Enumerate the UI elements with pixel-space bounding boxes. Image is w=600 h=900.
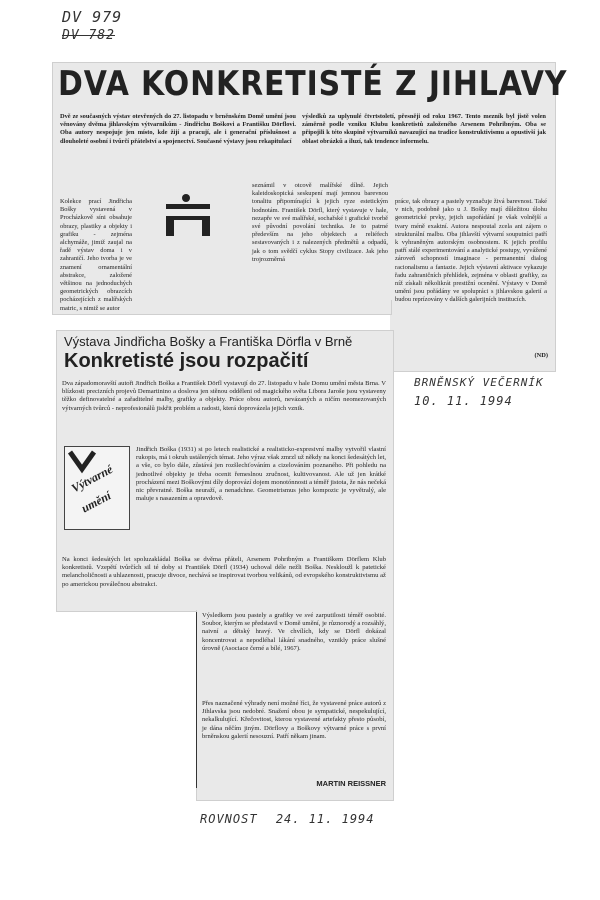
source-2-name: ROVNOST <box>200 812 258 826</box>
column-divider <box>196 612 197 788</box>
article-1-illustration <box>150 182 250 242</box>
article-2-paragraph-5: Přes naznačené výhrady není možné říci, že vystavené práce autorů z Jihlavska jsou nedobré. Snažení obou je sympatické, nespekulující, nekalkulující. Křečovitost, kterou vystavené artefakty přesto působí, je dána něčím jiným. Dörflovy a Boškovy výtvarné práce s první brněnskou galerií nesouzní. Patří někam jinam. <box>202 700 386 740</box>
section-logo <box>64 446 130 530</box>
article-1-headline: DVA KONKRETISTÉ Z JIHLAVY <box>58 64 568 104</box>
article-1-col-3: práce, tak obrazy a pastely vyznačuje živá barevnost. Také v nich, podobně jako u J. Bošky mají důležitou úlohu geometrické prvky, jejich uspořádání je však volnější a tvary méně exaktní. Autora nespoutal zcela ani zájem o strukturální malbu. Oba jihlavští výtvarní souputníci patří k vyhraněným autorským osobnostem. K jejich profilu patří stálé experimentování a analytické postupy, vyvážené zároveň schopností imaginace - permanentní dialog racionalismu a fantazie. Jejich výstavní aktivace vykazuje řadu zahraničních přehlídek, zejména v oblasti grafiky, za níž získali několikrát prestižní ocenění. Výstavy v Domě umění jsou pořádány ve spolupráci s jihlavskou galerií a budou reprízovány v dalších galerijních institucích. <box>395 198 547 304</box>
source-1-name: BRNĚNSKÝ VEČERNÍK <box>414 376 544 389</box>
article-1-col-1: Kolekce prací Jindřicha Bošky vystavená v Procházkově síni obsahuje obrazy, plastiky a objekty i grafiku - zejména alchymáže, jimiž zaujal na řadě výstav doma i v zahraničí. Jeho tvorba je ve znamení ornamentální abstrakce, založené většinou na jednoduchých geometrických obrazcích pocházejících z malířských matric, s nimiž se autor <box>60 198 132 312</box>
archive-ref-crossed: DV 782 <box>62 28 115 43</box>
article-2-paragraph-4: Výsledkem jsou pastely a grafiky ve své zarputilosti téměř osobité. Soubor, kterým se představil v Domě umění, je různorodý a rozsáhlý, naivní a dětský hravý. Ve chvílích, kdy se Dörfl dokázal koncentrovat a nepodléhal lákání snadného, vznikly práce slušné úrovně (Asociace černé a bílé, 1967). <box>202 612 386 652</box>
article-1-lead-left: Dvě ze současných výstav otevřených do 27. listopadu v brněnském Domě umění jsou věnovány dvěma jihlavským výtvarníkům - Jindřichu Boškovi a Františku Dörflovi. Oba autory nespojuje jen místo, kde žijí a pracují, ale i generační příslušnost a dlouholeté osobní i tvůrčí přátelství a spojenectví. Současné výstavy jsou rekapitulací <box>60 113 296 145</box>
article-2-headline: Konkretisté jsou rozpačití <box>64 350 309 372</box>
article-2-author: MARTIN REISSNER <box>316 779 386 788</box>
source-1-date: 10. 11. 1994 <box>414 394 513 408</box>
article-1-col-2: seznámil v otcově malířské dílně. Jejich kaleidoskopická seskupení mají jemnou barevnou tonalitu připomínající k jejich ryze estetickým hodnotám. František Dörfl, který vystavuje v hale, nezapře ve své malířské, sochařské i grafické tvorbě své původní povolání technika. Je to patrné především na jeho objektech a reliéfech sestavovaných i z nalezených předmětů a odpadů, jak o tom svědčí cyklus Stopy civilizace. Jak jeho trojrozměrná <box>252 182 388 263</box>
article-2-kicker: Výstava Jindřicha Bošky a Františka Dörfla v Brně <box>64 334 353 349</box>
source-2-line <box>200 812 375 826</box>
source-2-date: 24. 11. 1994 <box>275 812 375 826</box>
article-2-lead: Dva západomoravští autoři Jindřich Boška a František Dörfl vystavují do 27. listopadu v hale Domu umění města Brna. V blízkosti precizních projevů Demartinino a doslova jen stěnou odděleni od magického světa Libora Jaroše jsou vystaveny těžko definovatelné a zařaditelné malby, grafiky a objekty. Práce obou autorů, nevázaných a ničím neomezovaných výtvarných tvůrců - neprofesionálů jiskřit problém a radosti, která doprovázela jejich vznik. <box>62 380 386 412</box>
section-logo-label-1: Výtvarné <box>69 462 116 496</box>
article-2-paragraph-3: Na konci šedesátých let spoluzakládal Boška se dvěma přáteli, Arsenem Pohribným a Františkem Dörflem Klub konkretistů. Vzepětí tvůrčích sil té doby si František Dörfl (1934) uchoval déle nežli Boška. Neskloužl k patetické melancholičnosti a uhlazenosti, pracuje divoce, nechává se inspirovat tvorbou velikánů, od evropského konstruktivismu až po americkou poválečnou abstrakci. <box>62 556 386 588</box>
article-2-paragraph-2: Jindřich Boška (1931) si po letech realistické a realisticko-expresivní malby vytvořil vlastní rukopis, má i okruh ustálených témat. Jeho výraz však zmrzl už někdy na konci šedesátých let, a vše, co bylo dále, zůstává jen rozšlechťováním a cizelováním poznaného. Při pohledu na jednotlivé objekty je třeba ocenit řemeslnou zručnost, kultivovanost. Ale už jen krátké procházení mezi Boškovými díly doprovází dojem monotónnosti a téměř jistota, že nás nečeká nic převratné. Boška neuraží, a nenadchne. Geometrismus jeho kompozic je vyvětralý, ale maluje s nasazením a opravdově. <box>136 446 386 503</box>
section-logo-label-2: umění <box>79 488 114 516</box>
archive-ref: DV 979 <box>62 8 123 26</box>
article-1-signature: (ND) <box>534 352 548 359</box>
article-1-lead-right: výsledků za uplynulé čtvrtstoletí, přesněji od roku 1967. Tento mezník byl jistě volen záměrně podle vzniku Klubu konkretistů založeného Arsenem Pohribným. Oba se připojili k této skupině výtvarníků navazující na tradice konstruktivismu a opustivší jak oblast obrázků a iluzí, tak tendence informelu. <box>302 113 546 145</box>
